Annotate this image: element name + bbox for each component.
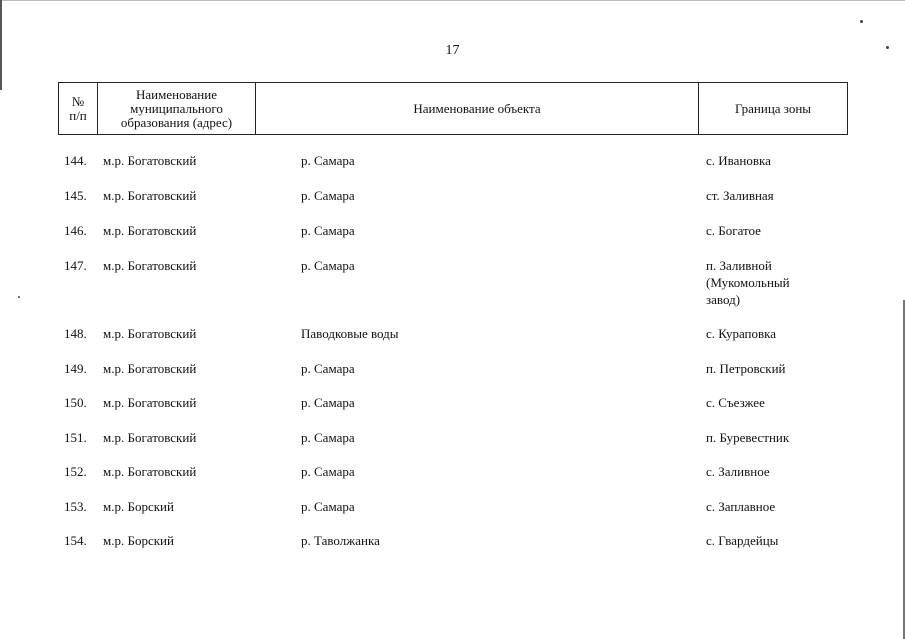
row-municipality: м.р. Борский xyxy=(103,533,174,548)
row-num: 150. xyxy=(64,395,87,410)
row-object: р. Самара xyxy=(301,188,355,203)
row-num: 146. xyxy=(64,223,87,238)
row-object: р. Самара xyxy=(301,464,355,479)
row-zone: п. Буревестник xyxy=(706,430,790,445)
row-zone: п. Петровский xyxy=(706,361,786,376)
row-object: р. Самара xyxy=(301,430,355,445)
row-num: 153. xyxy=(64,499,87,514)
header-zone: Граница зоны xyxy=(734,100,812,116)
row-municipality: м.р. Богатовский xyxy=(103,430,197,445)
row-object: Паводковые воды xyxy=(301,326,399,341)
row-zone: с. Съезжее xyxy=(706,395,765,410)
row-zone: с. Гвардейцы xyxy=(706,533,779,548)
row-municipality: м.р. Богатовский xyxy=(103,223,197,238)
row-num: 145. xyxy=(64,188,87,203)
row-zone: с. Заливное xyxy=(706,464,770,479)
row-zone: п. Заливной (Мукомольный завод) xyxy=(706,258,790,307)
scan-speck xyxy=(18,296,20,298)
row-municipality: м.р. Богатовский xyxy=(103,153,197,168)
row-zone: с. Заплавное xyxy=(706,499,776,514)
header-municipality: Наименование муниципального образования (адрес) xyxy=(98,83,256,134)
row-zone: с. Богатое xyxy=(706,223,761,238)
row-num: 147. xyxy=(64,258,87,273)
row-municipality: м.р. Богатовский xyxy=(103,326,197,341)
row-municipality: м.р. Богатовский xyxy=(103,395,197,410)
row-object: р. Самара xyxy=(301,499,355,514)
row-municipality: м.р. Борский xyxy=(103,499,174,514)
row-num: 151. xyxy=(64,430,87,445)
row-object: р. Таволжанка xyxy=(301,533,380,548)
scan-speck xyxy=(860,20,863,23)
row-object: р. Самара xyxy=(301,153,355,168)
row-object: р. Самара xyxy=(301,223,355,238)
row-municipality: м.р. Богатовский xyxy=(103,361,197,376)
table-header xyxy=(58,82,848,135)
row-zone: с. Кураповка xyxy=(706,326,777,341)
row-zone: с. Ивановка xyxy=(706,153,771,168)
row-zone: ст. Заливная xyxy=(706,188,774,203)
row-num: 148. xyxy=(64,326,87,341)
row-municipality: м.р. Богатовский xyxy=(103,464,197,479)
header-object: Наименование объекта xyxy=(256,83,699,134)
row-num: 152. xyxy=(64,464,87,479)
scan-top-edge xyxy=(0,0,905,1)
row-municipality: м.р. Богатовский xyxy=(103,188,197,203)
row-object: р. Самара xyxy=(301,258,355,273)
row-object: р. Самара xyxy=(301,361,355,376)
row-num: 154. xyxy=(64,533,87,548)
header-num: № п/п xyxy=(59,83,98,134)
row-num: 144. xyxy=(64,153,87,168)
row-num: 149. xyxy=(64,361,87,376)
page-number: 17 xyxy=(445,43,460,58)
row-municipality: м.р. Богатовский xyxy=(103,258,197,273)
row-object: р. Самара xyxy=(301,395,355,410)
